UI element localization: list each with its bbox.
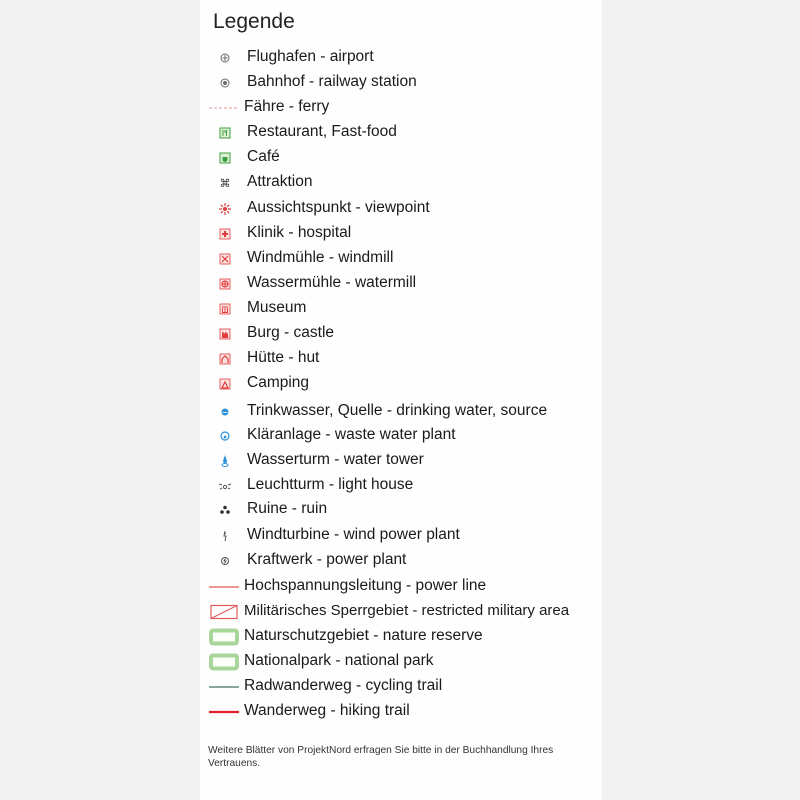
svg-text:⌘: ⌘ [219, 177, 231, 190]
legend-item-label: Militärisches Sperrgebiet - restricted military area [244, 602, 570, 619]
ferry-line-icon [208, 98, 240, 118]
museum-icon [214, 299, 236, 319]
hiking-trail-icon [208, 702, 240, 722]
legend-item-label: Café [247, 148, 280, 165]
cafe-icon [214, 148, 236, 168]
legend-item-label: Nationalpark - national park [244, 652, 434, 669]
legend-item-label: Kraftwerk - power plant [247, 551, 407, 568]
legend-item-label: Aussichtspunkt - viewpoint [247, 199, 430, 216]
legend-item-label: Kläranlage - waste water plant [247, 426, 456, 443]
airport-icon [214, 48, 236, 68]
legend-item-label: Ruine - ruin [247, 500, 328, 517]
legend-item-label: Fähre - ferry [244, 98, 330, 115]
restaurant-icon [214, 123, 236, 143]
lighthouse-icon [214, 476, 236, 496]
viewpoint-icon [214, 199, 236, 219]
camping-icon [214, 374, 236, 394]
drinking-water-icon [214, 402, 236, 422]
cycling-trail-icon [208, 677, 240, 697]
legend-item-label: Windmühle - windmill [247, 249, 394, 266]
restricted-area-icon [208, 602, 240, 622]
power-plant-icon [214, 551, 236, 571]
legend-item-label: Klinik - hospital [247, 224, 352, 241]
legend-item-label: Wasserturm - water tower [247, 451, 424, 468]
legend-title: Legende [213, 10, 295, 33]
national-park-icon [208, 652, 240, 672]
footnote: Weitere Blätter von ProjektNord erfragen Sie bitte in der Buchhandlung Ihres Vertrauens. [208, 745, 554, 769]
water-tower-icon [214, 451, 236, 471]
hospital-icon [214, 224, 236, 244]
power-line-icon [208, 577, 240, 597]
legend-item-label: Wanderweg - hiking trail [244, 702, 410, 719]
legend-item-label: Burg - castle [247, 324, 335, 341]
legend-item-label: Museum [247, 299, 307, 316]
legend-item-label: Restaurant, Fast-food [247, 123, 397, 140]
legend-item-label: Hütte - hut [247, 349, 320, 366]
legend-item-label: Radwanderweg - cycling trail [244, 677, 443, 694]
nature-reserve-icon [208, 627, 240, 647]
windmill-icon [214, 249, 236, 269]
legend-item-label: Camping [247, 374, 310, 391]
legend-item-label: Trinkwasser, Quelle - drinking water, source [247, 402, 548, 419]
wind-turbine-icon [214, 526, 236, 546]
watermill-icon [214, 274, 236, 294]
attraction-icon [214, 173, 236, 193]
legend-item-label: Wassermühle - watermill [247, 274, 417, 291]
ruin-icon [214, 500, 236, 520]
hut-icon [214, 349, 236, 369]
legend-item-label: Hochspannungsleitung - power line [244, 577, 487, 594]
legend-item-label: Bahnhof - railway station [247, 73, 417, 90]
legend-item-label: Naturschutzgebiet - nature reserve [244, 627, 483, 644]
legend-item-label: Attraktion [247, 173, 313, 190]
waste-water-plant-icon [214, 426, 236, 446]
castle-icon [214, 324, 236, 344]
legend-item-label: Leuchtturm - light house [247, 476, 414, 493]
legend-item-label: Windturbine - wind power plant [247, 526, 460, 543]
railway-station-icon [214, 73, 236, 93]
legend-item-label: Flughafen - airport [247, 48, 374, 65]
